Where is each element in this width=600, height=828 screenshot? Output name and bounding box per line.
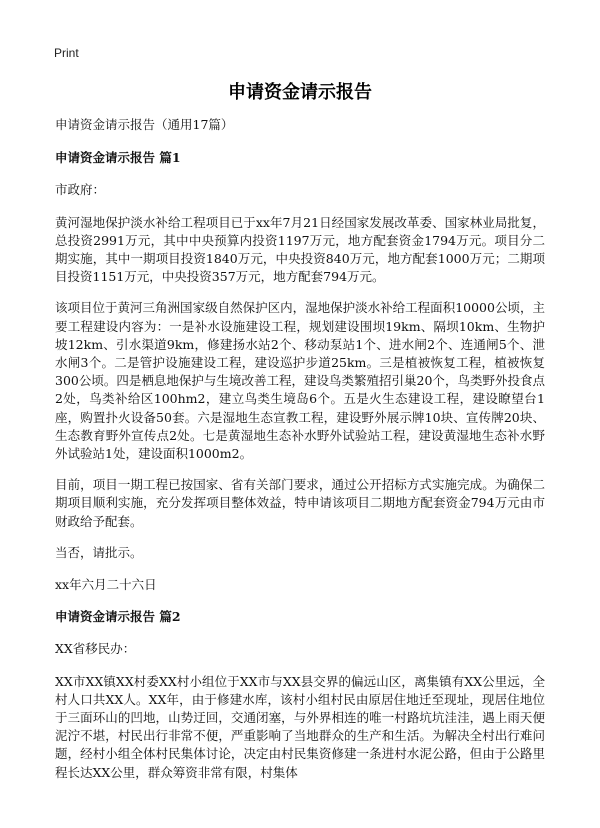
closing-request: 当否，请批示。 (55, 544, 143, 560)
paragraph: 该项目位于黄河三角洲国家级自然保护区内，湿地保护淡水补给工程面积10000公顷，主要工程建设内容为：一是补水设施建设工程，规划建设围坝19km、隔坝10km、生物护坡12km、引水渠道9km，修建扬水站2个、移动泵站1个、进水闸2个、连通闸5个、泄水闸3个。二是管护设施建设工程，建设巡护步道25km。三是植被恢复工程，植被恢复300公顷。四是栖息地保护与生境改善工程，建设鸟类繁殖招引巢20个，鸟类野外投食点2处，鸟类补给区100hm2，建立鸟类生境岛6个。五是火生态建设工程，建设瞭望台1座，购置扑火设备50套。六是湿地生态宣教工程，建设野外展示牌10块、宣传牌20块、生态教育野外宣传点2处。七是黄湿地生态补水野外试验站工程，建设黄湿地生态补水野外试验站1处，建设面积1000m2。 (55, 300, 545, 462)
article-heading: 申请资金请示报告 篇2 (55, 609, 181, 625)
paragraph: 目前，项目一期工程已按国家、省有关部门要求，通过公开招标方式实施完成。为确保二期项目顺利实施，充分发挥项目整体效益，特申请该项目二期地方配套资金794万元由市财政给予配套。 (55, 477, 545, 529)
print-link[interactable]: Print (54, 46, 79, 60)
document-subtitle: 申请资金请示报告（通用17篇） (55, 117, 234, 132)
salutation: XX省移民办： (55, 641, 136, 657)
article-heading: 申请资金请示报告 篇1 (55, 150, 181, 166)
document-date: xx年六月二十六日 (55, 577, 157, 593)
paragraph: 黄河湿地保护淡水补给工程项目已于xx年7月21日经国家发展改革委、国家林业局批复，总投资2991万元，其中中央预算内投资1197万元，地方配套资金1794万元。项目分二期实施，其中一期项目投资1840万元，中央投资840万元，地方配套1000万元；二期项目投资1151万元，中央投资357万元，地方配套794万元。 (55, 214, 545, 285)
paragraph: XX市XX镇XX村委XX村小组位于XX市与XX县交界的偏远山区，离集镇有XX公里远，全村人口共XX人。XX年，由于修建水库，该村小组村民由原居住地迁至现址，现居住地位于三面环山的凹地，山势迂回，交通闭塞，与外界相连的唯一村路坑坑洼洼，遇上雨天便泥泞不堪，村民出行非常不便，严重影响了当地群众的生产和生活。为解决全村出行难问题，经村小组全体村民集体讨论，决定由村民集资修建一条进村水泥公路，但由于公路里程长达XX公里，群众筹资非常有限，村集体 (55, 673, 545, 780)
salutation: 市政府： (55, 182, 106, 198)
page-title: 申请资金请示报告 (228, 82, 372, 103)
document-body (55, 116, 545, 795)
